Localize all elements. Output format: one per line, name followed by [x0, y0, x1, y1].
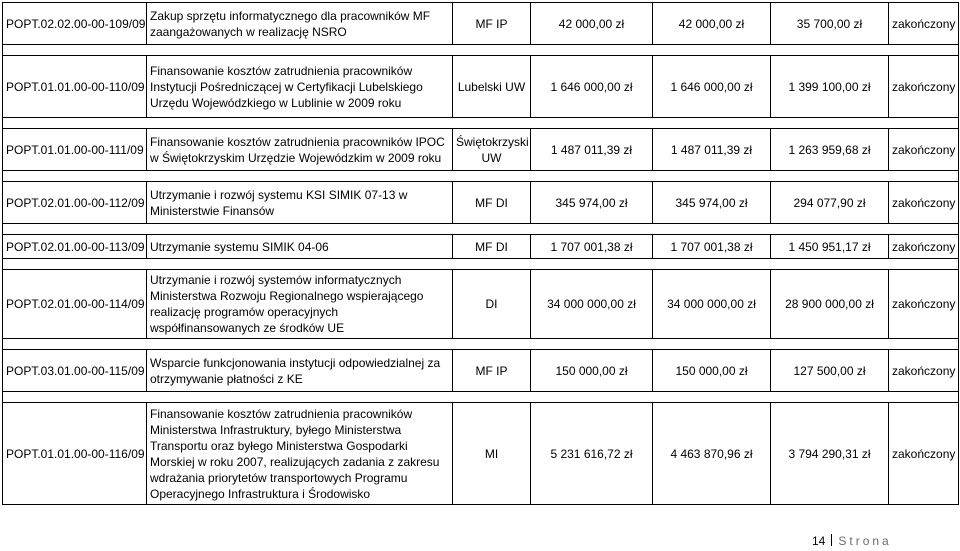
project-amount-eligible: 345 974,00 zł — [653, 182, 771, 224]
project-title: Finansowanie kosztów zatrudnienia pracowników Ministerstwa Infrastruktury, byłego Ministerstwa Transportu oraz byłego Ministerstwa Gospodarki Morskiej w roku 2007, realizujących zadania z zakresu wdrażania priorytetów transportowych Programu Operacyjnego Infrastruktura i Środowisko — [147, 403, 453, 505]
project-amount-cofinancing: 1 399 100,00 zł — [771, 56, 889, 118]
row-gap — [3, 392, 959, 403]
row-gap — [3, 45, 959, 56]
project-institution: MF IP — [453, 350, 531, 392]
project-amount-total: 5 231 616,72 zł — [531, 403, 653, 505]
project-code: POPT.03.01.00-00-115/09 — [3, 350, 147, 392]
table-row — [3, 182, 959, 224]
table-row — [3, 3, 959, 45]
row-gap — [3, 118, 959, 129]
project-title: Utrzymanie i rozwój systemów informatycznych Ministerstwa Rozwoju Regionalnego wspierającego realizację programów operacyjnych współfinansowanych ze środków UE — [147, 270, 453, 339]
row-spacer — [3, 171, 959, 182]
table-row — [3, 403, 959, 505]
project-code: POPT.02.02.00-00-109/09 — [3, 3, 147, 45]
project-status: zakończony — [889, 350, 959, 392]
table-row — [3, 56, 959, 118]
project-title: Utrzymanie i rozwój systemu KSI SIMIK 07-13 w Ministerstwie Finansów — [147, 182, 453, 224]
project-institution: MF DI — [453, 235, 531, 259]
project-institution: MF DI — [453, 182, 531, 224]
project-status: zakończony — [889, 56, 959, 118]
row-gap — [3, 224, 959, 235]
project-amount-eligible: 1 487 011,39 zł — [653, 129, 771, 171]
project-status: zakończony — [889, 129, 959, 171]
projects-table — [2, 2, 959, 505]
project-code: POPT.01.01.00-00-116/09 — [3, 403, 147, 505]
project-title: Finansowanie kosztów zatrudnienia pracowników IPOC w Świętokrzyskim Urzędzie Wojewódzkim w 2009 roku — [147, 129, 453, 171]
project-institution: Świętokrzyski UW — [453, 129, 531, 171]
table-row — [3, 350, 959, 392]
project-amount-cofinancing: 127 500,00 zł — [771, 350, 889, 392]
project-title: Zakup sprzętu informatycznego dla pracowników MF zaangażowanych w realizację NSRO — [147, 3, 453, 45]
project-institution: Lubelski UW — [453, 56, 531, 118]
project-amount-total: 345 974,00 zł — [531, 182, 653, 224]
project-institution: MF IP — [453, 3, 531, 45]
footer-divider — [831, 534, 832, 546]
row-spacer — [3, 118, 959, 129]
project-status: zakończony — [889, 182, 959, 224]
project-institution: DI — [453, 270, 531, 339]
project-title: Finansowanie kosztów zatrudnienia pracowników Instytucji Pośredniczącej w Certyfikacji Lubelskiego Urzędu Wojewódzkiego w Lublinie w 2009 roku — [147, 56, 453, 118]
project-status: zakończony — [889, 403, 959, 505]
row-gap — [3, 339, 959, 350]
project-amount-total: 42 000,00 zł — [531, 3, 653, 45]
project-code: POPT.02.01.00-00-113/09 — [3, 235, 147, 259]
project-code: POPT.02.01.00-00-112/09 — [3, 182, 147, 224]
project-title: Utrzymanie systemu SIMIK 04-06 — [147, 235, 453, 259]
project-status: zakończony — [889, 270, 959, 339]
project-code: POPT.01.01.00-00-111/09 — [3, 129, 147, 171]
project-code: POPT.01.01.00-00-110/09 — [3, 56, 147, 118]
project-amount-cofinancing: 3 794 290,31 zł — [771, 403, 889, 505]
project-amount-cofinancing: 35 700,00 zł — [771, 3, 889, 45]
project-status: zakończony — [889, 3, 959, 45]
project-institution: MI — [453, 403, 531, 505]
project-amount-cofinancing: 294 077,90 zł — [771, 182, 889, 224]
project-amount-eligible: 150 000,00 zł — [653, 350, 771, 392]
table-row — [3, 235, 959, 259]
row-spacer — [3, 339, 959, 350]
row-gap — [3, 259, 959, 270]
project-code: POPT.02.01.00-00-114/09 — [3, 270, 147, 339]
project-status: zakończony — [889, 235, 959, 259]
project-amount-total: 1 646 000,00 zł — [531, 56, 653, 118]
project-amount-total: 1 487 011,39 zł — [531, 129, 653, 171]
project-amount-cofinancing: 1 263 959,68 zł — [771, 129, 889, 171]
project-title: Wsparcie funkcjonowania instytucji odpowiedzialnej za otrzymywanie płatności z KE — [147, 350, 453, 392]
page-label: Strona — [838, 534, 892, 548]
project-amount-eligible: 42 000,00 zł — [653, 3, 771, 45]
project-amount-cofinancing: 1 450 951,17 zł — [771, 235, 889, 259]
project-amount-total: 150 000,00 zł — [531, 350, 653, 392]
project-amount-cofinancing: 28 900 000,00 zł — [771, 270, 889, 339]
row-spacer — [3, 392, 959, 403]
project-amount-eligible: 1 646 000,00 zł — [653, 56, 771, 118]
project-amount-total: 34 000 000,00 zł — [531, 270, 653, 339]
table-row — [3, 129, 959, 171]
page-number: 14 — [812, 534, 826, 548]
project-amount-eligible: 1 707 001,38 zł — [653, 235, 771, 259]
project-amount-eligible: 34 000 000,00 zł — [653, 270, 771, 339]
row-spacer — [3, 224, 959, 235]
row-gap — [3, 171, 959, 182]
row-spacer — [3, 259, 959, 270]
row-spacer — [3, 45, 959, 56]
table-row — [3, 270, 959, 339]
project-amount-total: 1 707 001,38 zł — [531, 235, 653, 259]
project-amount-eligible: 4 463 870,96 zł — [653, 403, 771, 505]
page-footer — [812, 534, 892, 548]
